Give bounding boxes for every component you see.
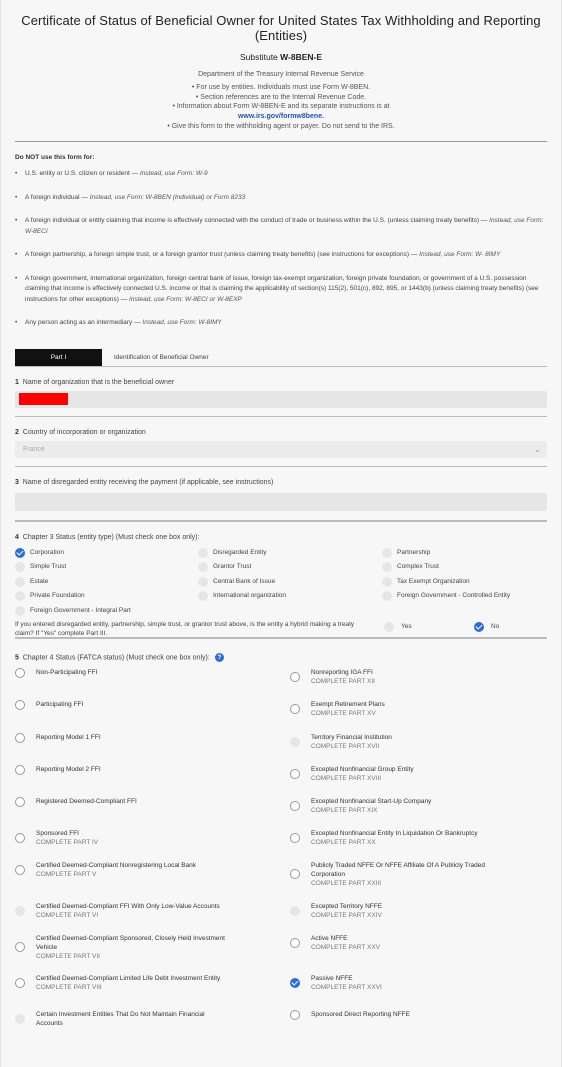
- left-fatca-option: Certain Investment Entities That Do Not Maintain Financial Accounts: [36, 1010, 205, 1027]
- complete-part-note: COMPLETE PART VI: [36, 911, 99, 919]
- do-not-use-item: • U.S. entity or U.S. citizen or resident — Instead, use Form: W-9: [15, 169, 547, 180]
- hybrid-no-label: No: [491, 622, 500, 630]
- radio-complex-trust[interactable]: [382, 562, 392, 572]
- radio-excepted-nonfinancial-group-entity[interactable]: [290, 769, 300, 779]
- department-line: Department of the Treasury Internal Revenue Service: [198, 71, 364, 78]
- radio-simple-trust[interactable]: [15, 562, 25, 572]
- radio-participating-ffi[interactable]: [15, 700, 25, 710]
- header-bullet: • Give this form to the withholding agent or payer. Do not send to the IRS.: [167, 122, 395, 130]
- radio-grantor-trust[interactable]: [198, 562, 208, 572]
- chapter-3-option-label: Complex Trust: [397, 562, 439, 570]
- radio-registered-deemed-compliant-ffi[interactable]: [15, 797, 25, 807]
- radio-estate[interactable]: [15, 577, 25, 587]
- left-fatca-option: Participating FFI: [36, 700, 84, 708]
- header-bullets: [1, 83, 561, 131]
- complete-part-note: COMPLETE PART IV: [36, 838, 99, 846]
- radio-corporation[interactable]: [15, 548, 25, 558]
- header-bullet: • Section references are to the Internal Revenue Code.: [195, 93, 367, 101]
- complete-part-note: COMPLETE PART XII: [311, 677, 375, 685]
- radio-nonreporting-iga-ffi[interactable]: [290, 672, 300, 682]
- country-select[interactable]: [15, 441, 547, 458]
- right-fatca-option: Territory Financial Institution COMPLETE PART XVII: [311, 733, 392, 750]
- form-title: Certificate of Status of Beneficial Owner for United States Tax Withholding and Reporting (Entities): [21, 13, 541, 43]
- right-fatca-option: Publicly Traded NFFE Or NFFE Affiliate Of A Publicly Traded Corporation COMPLETE PART XXIII: [311, 861, 486, 887]
- radio-international-organization[interactable]: [198, 591, 208, 601]
- hybrid-yes-radio[interactable]: [384, 622, 394, 632]
- complete-part-note: COMPLETE PART XXVI: [311, 983, 382, 991]
- left-fatca-option: Sponsored FFI COMPLETE PART IV: [36, 829, 99, 846]
- radio-sponsored-direct-reporting-nffe[interactable]: [290, 1010, 300, 1020]
- complete-part-note: COMPLETE PART XVII: [311, 742, 380, 750]
- radio-partnership[interactable]: [382, 548, 392, 558]
- radio-certified-deemed-compliant-nonregistering-local-bank[interactable]: [15, 865, 25, 875]
- hybrid-no-radio[interactable]: [474, 622, 484, 632]
- radio-certified-deemed-compliant-limited-life-debt-investment-entity[interactable]: [15, 978, 25, 988]
- radio-certified-deemed-compliant-sponsored-closely-held-investment-vehicle[interactable]: [15, 942, 25, 952]
- part-1-label: Part I: [15, 349, 102, 366]
- complete-part-note: COMPLETE PART XV: [311, 709, 376, 717]
- radio-private-foundation[interactable]: [15, 591, 25, 601]
- radio-sponsored-ffi[interactable]: [15, 833, 25, 843]
- do-not-use-item: • A foreign individual — Instead, use Form: W-8BEN (Individual) or Form 8233: [15, 193, 547, 204]
- radio-foreign-government-integral-part[interactable]: [15, 606, 25, 616]
- radio-excepted-territory-nffe[interactable]: [290, 906, 300, 916]
- chapter-3-option-label: Grantor Trust: [213, 562, 252, 570]
- chapter-3-option-label: International organization: [213, 591, 286, 599]
- complete-part-note: COMPLETE PART XXIV: [311, 911, 382, 919]
- part-1-title: Identification of Beneficial Owner: [114, 354, 209, 361]
- complete-part-note: COMPLETE PART XVIII: [311, 774, 382, 782]
- chapter-3-option-label: Partnership: [397, 548, 431, 556]
- left-fatca-option: Reporting Model 1 FFI: [36, 733, 101, 741]
- right-fatca-option: Active NFFE COMPLETE PART XXV: [311, 934, 380, 951]
- do-not-use-item: • Any person acting as an intermediary — Instead, use Form: W-8IMY: [15, 318, 547, 329]
- radio-passive-nffe[interactable]: [290, 978, 300, 988]
- left-fatca-option: Registered Deemed-Compliant FFI: [36, 797, 137, 805]
- right-fatca-option: Exempt Retirement Plans COMPLETE PART XV: [311, 700, 385, 717]
- chapter-3-option-label: Simple Trust: [30, 562, 67, 570]
- radio-tax-exempt-organization[interactable]: [382, 577, 392, 587]
- do-not-use-item: • A foreign individual or entity claiming that income is effectively connected with the conduct of trade or business within the U.S. (unless claiming treaty benefits) — Instead, use Form: W-8ECI: [15, 216, 547, 237]
- radio-active-nffe[interactable]: [290, 938, 300, 948]
- right-fatca-option: Excepted Nonfinancial Group Entity COMPLETE PART XVIII: [311, 765, 414, 782]
- disregarded-entity-input[interactable]: [15, 493, 547, 511]
- complete-part-note: COMPLETE PART VIII: [36, 983, 102, 991]
- complete-part-note: COMPLETE PART XIX: [311, 806, 378, 814]
- right-fatca-option: Excepted Nonfinancial Entity In Liquidation Or Bankruptcy COMPLETE PART XX: [311, 829, 478, 846]
- chapter-3-option-label: Private Foundation: [30, 591, 85, 599]
- header-bullet: • For use by entities. Individuals must use Form W-8BEN.: [191, 84, 371, 91]
- chapter-3-option-label: Foreign Government - Controlled Entity: [397, 591, 511, 599]
- radio-reporting-model-2-ffi[interactable]: [15, 765, 25, 775]
- field-3-label: 3 Name of disregarded entity receiving the payment (if applicable, see instructions): [15, 478, 274, 486]
- radio-certified-deemed-compliant-ffi-with-only-low-value-accounts[interactable]: [15, 906, 25, 916]
- complete-part-note: COMPLETE PART XXIII: [311, 879, 382, 887]
- radio-publicly-traded-nffe-or-nffe-affiliate-of-a-publicly-traded-corporation[interactable]: [290, 869, 300, 879]
- right-fatca-option: Excepted Territory NFFE COMPLETE PART XXIV: [311, 902, 383, 919]
- chevron-down-icon: ⌄: [534, 444, 541, 454]
- radio-territory-financial-institution[interactable]: [290, 737, 300, 747]
- substitute-line: [1, 52, 561, 62]
- help-icon[interactable]: ?: [215, 653, 224, 662]
- chapter-3-option-label: Foreign Government - Integral Part: [30, 606, 131, 614]
- chapter-3-option-label: Corporation: [30, 548, 64, 556]
- radio-central-bank-of-issue[interactable]: [198, 577, 208, 587]
- left-fatca-option: Certified Deemed-Compliant FFI With Only Low-Value Accounts COMPLETE PART VI: [36, 902, 220, 919]
- chapter-3-option-label: Estate: [30, 577, 49, 585]
- chapter-3-option-label: Disregarded Entity: [213, 548, 267, 556]
- form-number: W-8BEN-E: [280, 52, 323, 62]
- substitute-prefix: Substitute: [239, 52, 281, 62]
- complete-part-note: COMPLETE PART XXV: [311, 943, 380, 951]
- left-fatca-option: Certified Deemed-Compliant Nonregistering Local Bank COMPLETE PART V: [36, 861, 197, 878]
- hybrid-yes-label: Yes: [401, 622, 412, 630]
- radio-exempt-retirement-plans[interactable]: [290, 704, 300, 714]
- part-1-header: [15, 350, 547, 367]
- left-fatca-option: Reporting Model 2 FFI: [36, 765, 101, 773]
- right-fatca-option: Sponsored Direct Reporting NFFE: [311, 1010, 410, 1018]
- left-fatca-option: Non-Participating FFI: [36, 668, 98, 676]
- field-4-label: 4 Chapter 3 Status (entity type) (Must check one box only):: [15, 533, 200, 541]
- radio-foreign-government-controlled-entity[interactable]: [382, 591, 392, 601]
- left-fatca-option: Certified Deemed-Compliant Limited Life Debt Investment Entity COMPLETE PART VIII: [36, 974, 221, 991]
- form-header: [1, 0, 561, 131]
- right-fatca-option: Nonreporting IGA FFI COMPLETE PART XII: [311, 668, 375, 685]
- field-5-label: 5 Chapter 4 Status (FATCA status) (Must check one box only): ?: [1, 639, 561, 662]
- header-bullet: • Information about Form W-8BEN-E and its separate instructions is at: [172, 103, 390, 110]
- do-not-use-item: • A foreign government, international organization, foreign central bank of issue, foreign tax-exempt organization, foreign private foundation, or government of a U.S. possession claiming that income is effectively connected U.S. income or that is claiming the applicability of section(s) 115(2), 501(c), 892, 895, or 1443(b) (unless claiming treaty benefits) (see instructions for other exceptions) — Instead, use Form: W-8ECI or W-8EXP: [15, 274, 547, 306]
- radio-reporting-model-1-ffi[interactable]: [15, 733, 25, 743]
- radio-non-participating-ffi[interactable]: [15, 668, 25, 678]
- chapter-3-option-label: Tax Exempt Organization: [397, 577, 470, 585]
- hybrid-question: If you entered disregarded entity, partnership, simple trust, or grantor trust above, is the entity a hybrid making a treaty claim? If "Yes" complete Part III.: [15, 620, 355, 637]
- do-not-use-item: • A foreign partnership, a foreign simple trust, or a foreign grantor trust (unless claiming treaty benefits) (see instructions for exceptions) — Instead, use Form: W- 8IMY: [15, 250, 547, 261]
- complete-part-note: COMPLETE PART XX: [311, 838, 376, 846]
- organization-name-input[interactable]: [15, 391, 547, 408]
- field-1-label: 1 Name of organization that is the beneficial owner: [15, 378, 175, 386]
- radio-disregarded-entity[interactable]: [198, 548, 208, 558]
- redacted-value: [19, 393, 68, 405]
- chapter-3-option-label: Central Bank of Issue: [213, 577, 276, 585]
- chapter-4-options: [1, 662, 561, 1042]
- radio-certain-investment-entities-that-do-not-maintain-financial-accounts[interactable]: [15, 1014, 25, 1024]
- field-2-label: 2 Country of incorporation or organization: [15, 428, 146, 436]
- irs-link[interactable]: www.irs.gov/formw8bene.: [237, 112, 325, 120]
- country-value: France: [23, 445, 45, 453]
- complete-part-note: COMPLETE PART V: [36, 870, 97, 878]
- radio-excepted-nonfinancial-start-up-company[interactable]: [290, 801, 300, 811]
- do-not-use-heading: Do NOT use this form for:: [15, 154, 95, 161]
- right-fatca-option: Excepted Nonfinancial Start-Up Company COMPLETE PART XIX: [311, 797, 432, 814]
- chapter-3-options: [1, 541, 561, 637]
- do-not-use-list: [1, 169, 561, 329]
- radio-excepted-nonfinancial-entity-in-liquidation-or-bankruptcy[interactable]: [290, 833, 300, 843]
- left-fatca-option: Certified Deemed-Compliant Sponsored, Closely Held Investment Vehicle COMPLETE PART VII: [36, 934, 225, 960]
- complete-part-note: COMPLETE PART VII: [36, 952, 100, 960]
- right-fatca-option: Passive NFFE COMPLETE PART XXVI: [311, 974, 382, 991]
